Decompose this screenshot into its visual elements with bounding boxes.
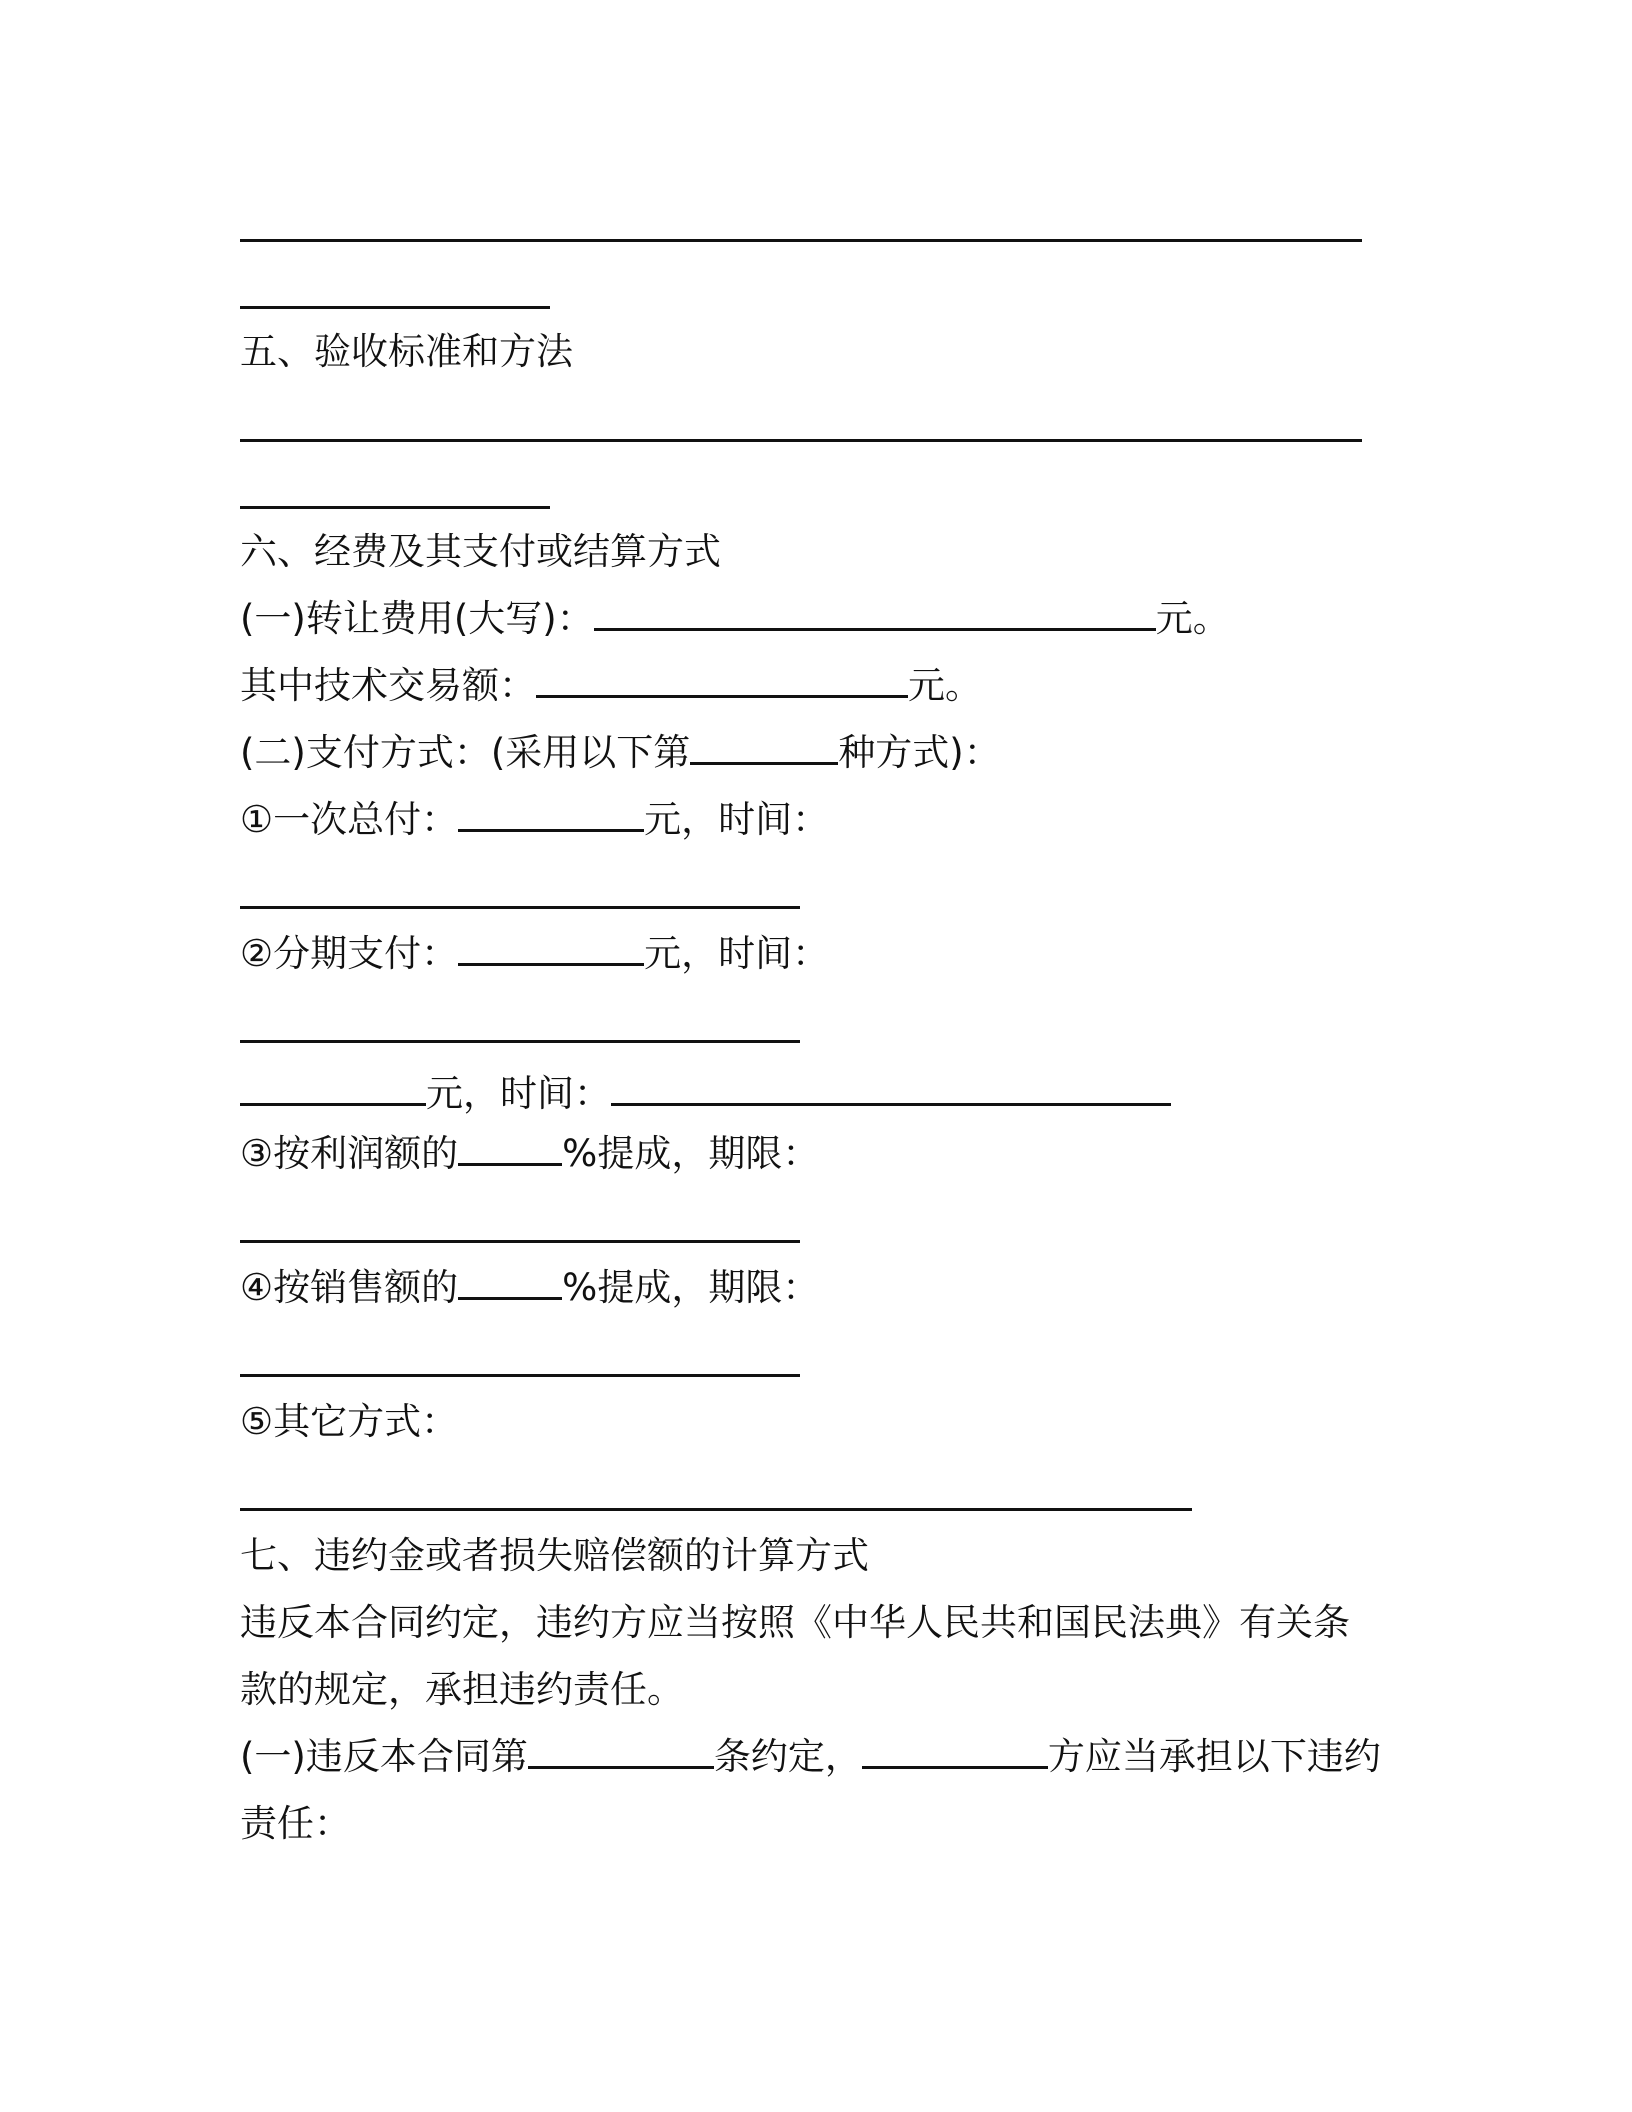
paragraph-line: 责任： (240, 1802, 351, 1845)
clause-mid: 条约定， (713, 1735, 862, 1778)
percent-blank[interactable] (458, 1267, 562, 1300)
option-lump-sum (240, 794, 829, 846)
option-label: ②分期支付： (240, 932, 459, 975)
option-installment (240, 928, 829, 980)
clause-suffix: 方应当承担以下违约 (1047, 1735, 1381, 1778)
fill-line (240, 1240, 800, 1243)
section-heading: 五、验收标准和方法 (240, 330, 573, 373)
clause-line (240, 1731, 1381, 1783)
clause-label: (一)违反本合同第 (240, 1735, 528, 1778)
fill-line (240, 1040, 800, 1043)
tech-amount-blank[interactable] (536, 665, 908, 698)
fee-label: (一)转让费用(大写)： (240, 597, 594, 640)
paragraph-line: 违反本合同约定，违约方应当按照《中华人民共和国民法典》有关条 (240, 1601, 1350, 1644)
tech-amount-unit: 元。 (908, 664, 982, 707)
paragraph-line: 款的规定，承担违约责任。 (240, 1668, 684, 1711)
installment-mid: 元，时间： (426, 1072, 611, 1115)
option-sales-share (240, 1262, 819, 1314)
fee-unit: 元。 (1155, 597, 1230, 640)
fill-line (240, 239, 1362, 242)
option-mid: 元，时间： (644, 798, 830, 841)
section-heading: 六、经费及其支付或结算方式 (240, 530, 721, 573)
option-label: ①一次总付： (240, 798, 459, 841)
fee-blank[interactable] (594, 598, 1156, 631)
party-blank[interactable] (862, 1736, 1048, 1769)
option-mid: 元，时间： (644, 932, 830, 975)
fill-line (240, 1508, 1192, 1511)
section-heading: 七、违约金或者损失赔偿额的计算方式 (240, 1534, 869, 1577)
time-blank[interactable] (611, 1073, 1171, 1106)
fee-line (240, 593, 1230, 645)
option-suffix: %提成，期限： (562, 1132, 820, 1175)
tech-amount-label: 其中技术交易额： (240, 664, 536, 707)
option-suffix: %提成，期限： (562, 1266, 820, 1309)
payment-method-blank[interactable] (690, 732, 838, 765)
fill-line (240, 1374, 800, 1377)
fill-line (240, 306, 550, 309)
percent-blank[interactable] (458, 1133, 562, 1166)
option-profit-share (240, 1128, 819, 1180)
fill-line (240, 439, 1362, 442)
option-label: ④按销售额的 (240, 1266, 459, 1309)
amount-blank[interactable] (458, 933, 644, 966)
option-other: ⑤其它方式： (240, 1400, 459, 1443)
fill-line (240, 506, 550, 509)
payment-method-label: (二)支付方式：(采用以下第 (240, 731, 691, 774)
fill-line (240, 906, 800, 909)
payment-method-suffix: 种方式)： (838, 731, 1001, 774)
amount-blank[interactable] (240, 1073, 426, 1106)
amount-blank[interactable] (458, 799, 644, 832)
installment-line (240, 1068, 1171, 1120)
option-label: ③按利润额的 (240, 1132, 459, 1175)
clause-number-blank[interactable] (528, 1736, 714, 1769)
tech-amount-line (240, 660, 982, 712)
payment-method-line (240, 727, 1001, 779)
